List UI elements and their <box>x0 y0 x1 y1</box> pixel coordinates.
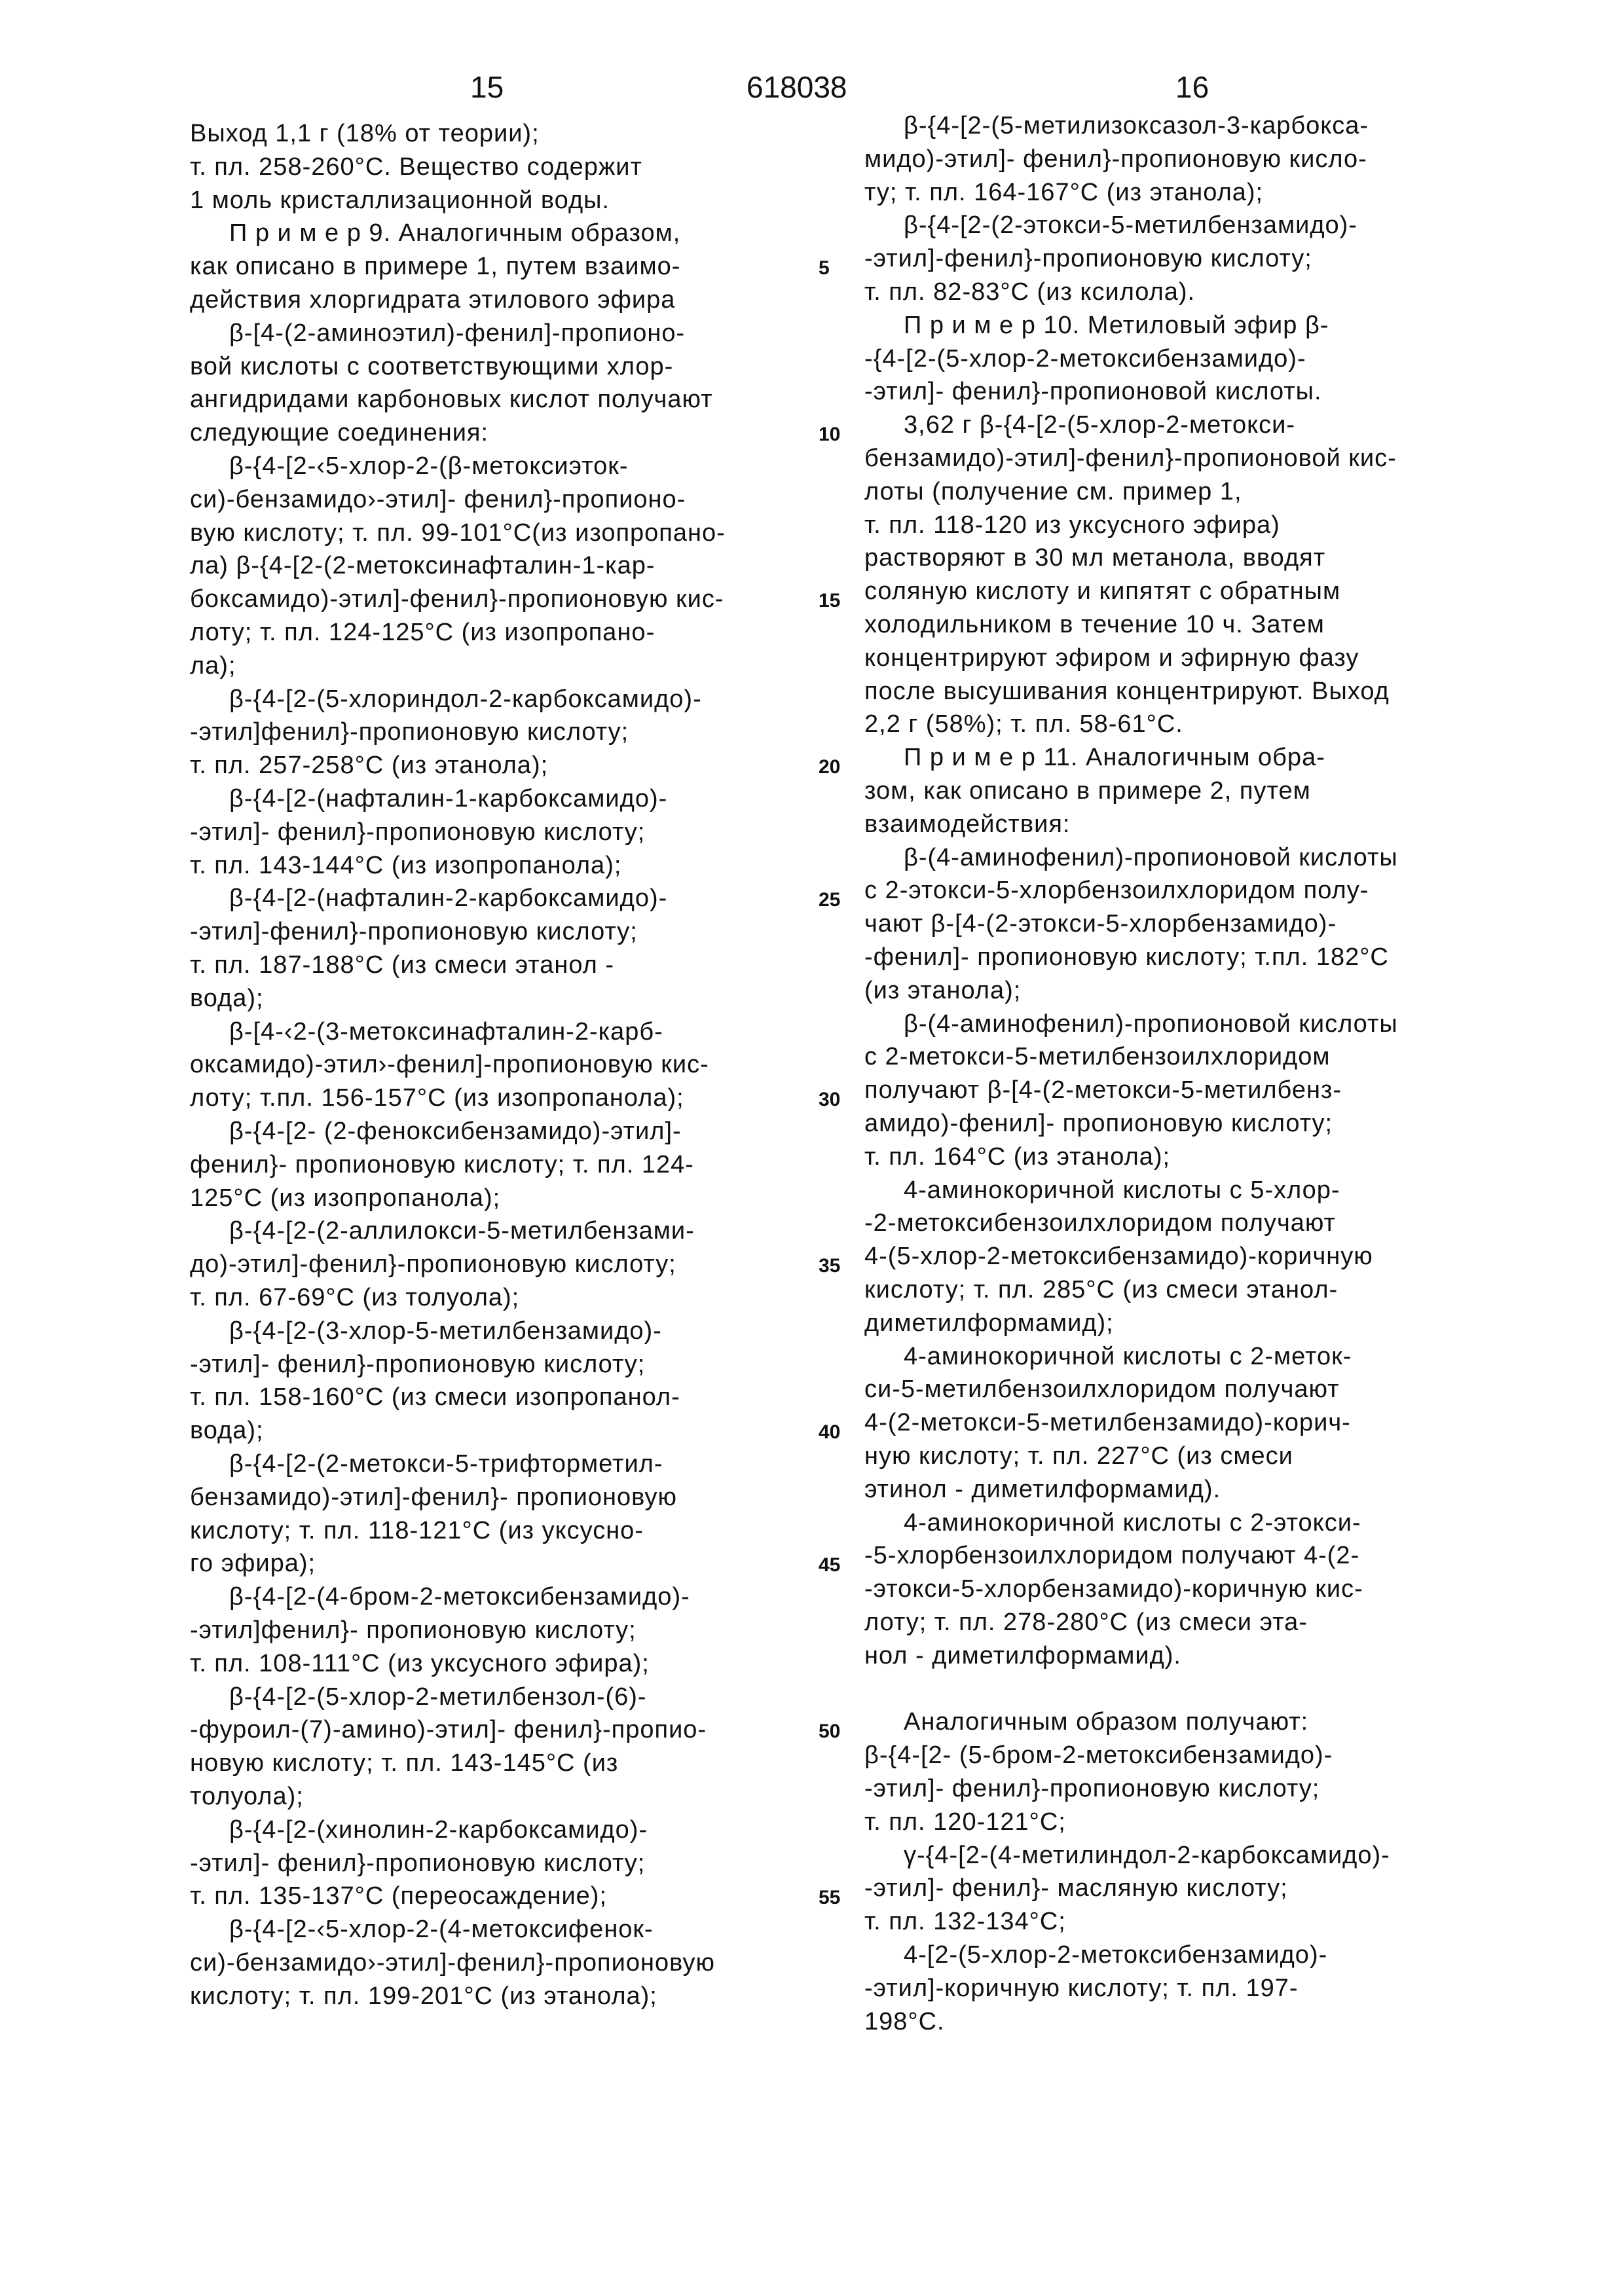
text-line: вую кислоту; т. пл. 99-101°С(из изопропано- <box>190 517 726 549</box>
text-line: с 2-метокси-5-метилбензоилхлоридом <box>864 1041 1331 1072</box>
paragraph-start-line: β-{4-[2-(5-хлориндол-2-карбоксамидо)- <box>229 683 702 715</box>
paragraph-start-line: β-{4-[2-(нафталин-1-карбоксамидо)- <box>229 783 667 814</box>
text-line: т. пл. 258-260°С. Вещество содержит <box>190 151 642 183</box>
text-line: -этил]-фенил}-пропионовую кислоту; <box>190 916 638 947</box>
margin-line-number: 10 <box>819 424 840 446</box>
text-line: ную кислоту; т. пл. 227°С (из смеси <box>864 1440 1293 1472</box>
text-line: лоту; т.пл. 156-157°С (из изопропанола); <box>190 1082 684 1114</box>
text-line: ангидридами карбоновых кислот получают <box>190 384 713 415</box>
text-line: следующие соединения: <box>190 417 489 448</box>
text-line: Выход 1,1 г (18% от теории); <box>190 118 540 149</box>
text-line: -этокси-5-хлорбензамидо)-коричную кис- <box>864 1573 1363 1605</box>
text-line: т. пл. 82-83°С (из ксилола). <box>864 276 1195 308</box>
text-line: после высушивания концентрируют. Выход <box>864 676 1390 707</box>
text-line: чают β-[4-(2-этокси-5-хлорбензамидо)- <box>864 908 1337 939</box>
paragraph-start-line: β-(4-аминофенил)-пропионовой кислоты <box>904 1008 1398 1040</box>
text-line: го эфира); <box>190 1548 316 1579</box>
text-line: 198°С. <box>864 2006 945 2037</box>
text-line: взаимодействия: <box>864 809 1070 840</box>
paragraph-start-line: β-{4-[2-‹5-хлор-2-(4-метоксифенок- <box>229 1914 654 1945</box>
text-line: получают β-[4-(2-метокси-5-метилбенз- <box>864 1074 1342 1106</box>
text-line: кислоту; т. пл. 285°С (из смеси этанол- <box>864 1274 1338 1305</box>
paragraph-start-line: β-{4-[2-(4-бром-2-метоксибензамидо)- <box>229 1581 690 1613</box>
margin-line-number: 15 <box>819 590 840 612</box>
text-line: си)-бензамидо›-этил]- фенил}-пропионо- <box>190 484 686 515</box>
text-line: толуола); <box>190 1781 304 1812</box>
text-line: -этил]- фенил}-пропионовую кислоту; <box>190 1349 645 1380</box>
text-line: т. пл. 164°С (из этанола); <box>864 1141 1170 1173</box>
text-line: боксамидо)-этил]-фенил}-пропионовую кис- <box>190 583 724 615</box>
text-line: вой кислоты с соответствующими хлор- <box>190 351 673 382</box>
text-line: с 2-этокси-5-хлорбензоилхлоридом полу- <box>864 875 1369 906</box>
text-line: -фенил]- пропионовую кислоту; т.пл. 182°С <box>864 941 1389 973</box>
text-line: ла); <box>190 650 236 682</box>
text-line: нол - диметилформамид). <box>864 1640 1181 1671</box>
text-line: си)-бензамидо›-этил]-фенил}-пропионовую <box>190 1947 715 1978</box>
margin-line-number: 40 <box>819 1421 840 1444</box>
paragraph-start-line: β-{4-[2-(5-метилизоксазол-3-карбокса- <box>904 110 1369 141</box>
paragraph-start-line: β-[4-(2-аминоэтил)-фенил]-пропионо- <box>229 318 685 349</box>
text-line: т. пл. 132-134°С; <box>864 1906 1066 1937</box>
patent-number: 618038 <box>747 71 847 103</box>
text-line: -этил]фенил}-пропионовую кислоту; <box>190 716 629 748</box>
text-line: си-5-метилбензоилхлоридом получают <box>864 1374 1340 1405</box>
text-line: действия хлоргидрата этилового эфира <box>190 284 675 316</box>
paragraph-start-line: β-{4-[2-‹5-хлор-2-(β-метоксиэток- <box>229 450 629 482</box>
text-line: -этил]- фенил}-пропионовую кислоту; <box>864 1773 1320 1804</box>
page-number-right: 16 <box>1175 71 1209 103</box>
paragraph-start-line: β-{4-[2-(2-аллилокси-5-метилбензами- <box>229 1215 695 1247</box>
text-line: мидо)-этил]- фенил}-пропионовую кисло- <box>864 143 1367 175</box>
text-line: т. пл. 118-120 из уксусного эфира) <box>864 509 1280 541</box>
text-line: зом, как описано в примере 2, путем <box>864 775 1311 807</box>
margin-line-number: 25 <box>819 889 840 911</box>
paragraph-start-line: П р и м е р 10. Метиловый эфир β- <box>904 310 1329 341</box>
text-line: (из этанола); <box>864 975 1021 1006</box>
text-line: т. пл. 108-111°С (из уксусного эфира); <box>190 1648 650 1679</box>
paragraph-start-line: β-{4-[2-(2-метокси-5-трифторметил- <box>229 1448 663 1480</box>
text-line: -этил]- фенил}-пропионовую кислоту; <box>190 816 645 848</box>
paragraph-start-line: β-{4-[2-(5-хлор-2-метилбензол-(6)- <box>229 1681 647 1713</box>
margin-line-number: 55 <box>819 1887 840 1909</box>
margin-line-number: 5 <box>819 257 830 280</box>
paragraph-start-line: 4-аминокоричной кислоты с 2-меток- <box>904 1341 1352 1372</box>
text-line: бензамидо)-этил]-фенил}- пропионовую <box>190 1482 677 1513</box>
text-line: -этил]-коричную кислоту; т. пл. 197- <box>864 1973 1299 2004</box>
text-line: амидо)-фенил]- пропионовую кислоту; <box>864 1108 1333 1139</box>
text-line: т. пл. 135-137°С (переосаждение); <box>190 1880 607 1912</box>
text-line: лоты (получение см. пример 1, <box>864 476 1242 507</box>
paragraph-start-line: β-{4-[2-(2-этокси-5-метилбензамидо)- <box>904 210 1357 241</box>
paragraph-start-line: γ-{4-[2-(4-метилиндол-2-карбоксамидо)- <box>904 1840 1390 1871</box>
margin-line-number: 45 <box>819 1554 840 1576</box>
paragraph-start-line: Аналогичным образом получают: <box>904 1706 1308 1738</box>
text-line: т. пл. 187-188°С (из смеси этанол - <box>190 949 614 981</box>
paragraph-start-line: β-{4-[2-(хинолин-2-карбоксамидо)- <box>229 1814 648 1846</box>
paragraph-start-line: β-[4-‹2-(3-метоксинафталин-2-карб- <box>229 1016 663 1048</box>
text-line: -{4-[2-(5-хлор-2-метоксибензамидо)- <box>864 343 1306 374</box>
text-line: оксамидо)-этил›-фенил]-пропионовую кис- <box>190 1049 709 1080</box>
margin-line-number: 35 <box>819 1255 840 1277</box>
text-line: т. пл. 257-258°С (из этанола); <box>190 750 548 781</box>
text-line: кислоту; т. пл. 118-121°С (из уксусно- <box>190 1515 644 1546</box>
text-line: этинол - диметилформамид). <box>864 1474 1221 1505</box>
text-line: до)-этил]-фенил}-пропионовую кислоту; <box>190 1248 676 1280</box>
text-line: 2,2 г (58%); т. пл. 58-61°С. <box>864 708 1183 740</box>
margin-line-number: 30 <box>819 1089 840 1111</box>
paragraph-start-line: П р и м е р 9. Аналогичным образом, <box>229 217 680 249</box>
text-line: -этил]фенил}- пропионовую кислоту; <box>190 1614 637 1646</box>
paragraph-start-line: 4-[2-(5-хлор-2-метоксибензамидо)- <box>904 1939 1327 1971</box>
text-line: лоту; т. пл. 124-125°С (из изопропано- <box>190 617 655 648</box>
paragraph-start-line: β-{4-[2-(нафталин-2-карбоксамидо)- <box>229 883 667 914</box>
text-line: холодильником в течение 10 ч. Затем <box>864 609 1325 640</box>
text-line: диметилформамид); <box>864 1307 1114 1339</box>
text-line: кислоту; т. пл. 199-201°С (из этанола); <box>190 1980 657 2012</box>
paragraph-start-line: 3,62 г β-{4-[2-(5-хлор-2-метокси- <box>904 409 1295 441</box>
text-line: 4-(5-хлор-2-метоксибензамидо)-коричную <box>864 1241 1373 1272</box>
text-line: -этил]- фенил}- масляную кислоту; <box>864 1872 1288 1904</box>
text-line: бензамидо)-этил]-фенил}-пропионовой кис- <box>864 443 1397 474</box>
text-line: т. пл. 67-69°С (из толуола); <box>190 1282 519 1313</box>
text-line: концентрируют эфиром и эфирную фазу <box>864 642 1359 674</box>
text-line: -этил]-фенил}-пропионовую кислоту; <box>864 243 1312 274</box>
paragraph-start-line: β-{4-[2-(3-хлор-5-метилбензамидо)- <box>229 1315 662 1347</box>
text-line: соляную кислоту и кипятят с обратным <box>864 575 1340 607</box>
text-line: ла) β-{4-[2-(2-метоксинафталин-1-кар- <box>190 550 655 581</box>
paragraph-start-line: β-(4-аминофенил)-пропионовой кислоты <box>904 842 1398 873</box>
text-line: т. пл. 158-160°С (из смеси изопропанол- <box>190 1381 680 1413</box>
paragraph-start-line: 4-аминокоричной кислоты с 5-хлор- <box>904 1175 1340 1206</box>
text-line: фенил}- пропионовую кислоту; т. пл. 124- <box>190 1149 694 1180</box>
text-line: растворяют в 30 мл метанола, вводят <box>864 542 1325 574</box>
text-line: -этил]- фенил}-пропионовой кислоты. <box>864 376 1322 407</box>
text-line: т. пл. 120-121°С; <box>864 1806 1066 1838</box>
text-line: β-{4-[2- (5-бром-2-метоксибензамидо)- <box>864 1740 1333 1771</box>
text-line: -5-хлорбензоилхлоридом получают 4-(2- <box>864 1540 1359 1571</box>
paragraph-start-line: 4-аминокоричной кислоты с 2-этокси- <box>904 1507 1361 1539</box>
paragraph-start-line: П р и м е р 11. Аналогичным обра- <box>904 742 1325 773</box>
text-line: 4-(2-метокси-5-метилбензамидо)-корич- <box>864 1407 1351 1438</box>
text-line: -этил]- фенил}-пропионовую кислоту; <box>190 1848 645 1879</box>
text-line: т. пл. 143-144°С (из изопропанола); <box>190 850 621 881</box>
page-number-left: 15 <box>470 71 504 103</box>
margin-line-number: 20 <box>819 756 840 778</box>
text-line: как описано в примере 1, путем взаимо- <box>190 251 680 282</box>
margin-line-number: 50 <box>819 1721 840 1743</box>
text-line: новую кислоту; т. пл. 143-145°С (из <box>190 1747 618 1779</box>
text-line: ту; т. пл. 164-167°С (из этанола); <box>864 177 1263 208</box>
text-line: -фуроил-(7)-амино)-этил]- фенил}-пропио- <box>190 1714 707 1745</box>
paragraph-start-line: β-{4-[2- (2-феноксибензамидо)-этил]- <box>229 1116 682 1147</box>
text-line: вода); <box>190 1415 264 1446</box>
text-line: -2-метоксибензоилхлоридом получают <box>864 1207 1336 1239</box>
text-line: вода); <box>190 983 264 1014</box>
text-line: 125°С (из изопропанола); <box>190 1182 500 1214</box>
text-line: 1 моль кристаллизационной воды. <box>190 185 610 216</box>
text-line: лоту; т. пл. 278-280°С (из смеси эта- <box>864 1607 1308 1638</box>
